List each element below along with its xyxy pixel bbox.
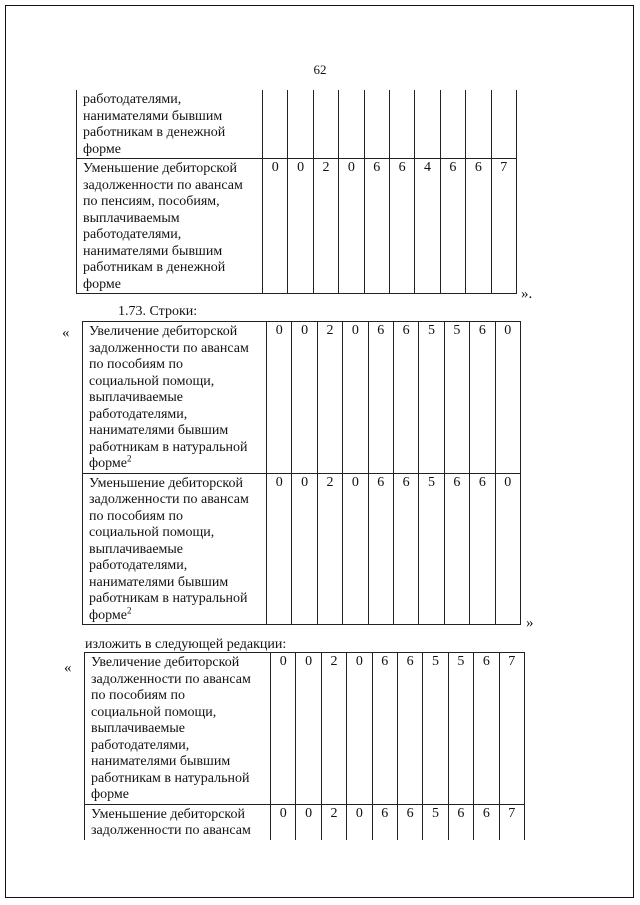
label-line: форме	[83, 276, 121, 292]
code-digit-cell: 0	[339, 159, 364, 294]
code-digit-cell: 0	[343, 322, 368, 474]
label-line: нанимателями бывшим	[83, 108, 223, 124]
label-line: Увеличение дебиторской	[91, 655, 240, 670]
code-digit-cell: 4	[415, 159, 440, 294]
label-line: по пособиям по	[89, 357, 183, 372]
label-line: выплачиваемые	[89, 390, 184, 405]
code-digit-cell: 6	[393, 322, 418, 474]
label-line: работникам в натуральной	[89, 439, 248, 455]
code-digit-cell	[263, 90, 288, 159]
label-line: задолженности по авансам	[91, 671, 251, 687]
code-digit-cell: 5	[448, 653, 473, 805]
code-digit-cell: 2	[321, 653, 346, 805]
label-line: работодателями,	[89, 558, 188, 573]
code-digit-cell: 6	[470, 473, 495, 625]
edition-text: изложить в следующей редакции:	[85, 637, 287, 652]
code-digit-cell	[440, 90, 465, 159]
label-line: работникам в натуральной	[89, 591, 248, 606]
code-digit-cell: 0	[495, 322, 520, 474]
label-line-with-footnote	[89, 604, 262, 625]
table-rows-1-73	[82, 321, 521, 625]
code-digit-cell: 0	[267, 322, 292, 474]
table-rows-1-72	[76, 90, 517, 294]
code-digit-cell: 6	[393, 473, 418, 625]
footnote-mark: 2	[126, 453, 132, 464]
row-label	[85, 653, 271, 805]
label-line: по пособиям по	[91, 688, 185, 703]
code-digit-cell: 0	[263, 159, 288, 294]
code-digit-cell: 2	[317, 473, 342, 625]
code-digit-cell	[466, 90, 491, 159]
code-digit-cell: 7	[491, 159, 516, 294]
code-digit-cell: 6	[466, 159, 491, 294]
label-line: форме	[89, 607, 127, 623]
label-line: нанимателями бывшим	[91, 754, 231, 769]
code-digit-cell: 5	[419, 473, 444, 625]
code-digit-cell: 0	[296, 804, 321, 840]
code-digit-cell: 5	[423, 804, 448, 840]
open-quote-3: «	[64, 660, 72, 676]
code-digit-cell: 2	[313, 159, 338, 294]
table-row	[77, 159, 517, 294]
code-digit-cell: 0	[347, 653, 372, 805]
close-quote-2: »	[526, 615, 534, 631]
table-row	[85, 653, 525, 805]
code-digit-cell: 2	[317, 322, 342, 474]
code-digit-cell: 6	[389, 159, 414, 294]
row-label	[85, 804, 271, 840]
label-line: Уменьшение дебиторской	[83, 161, 238, 176]
label-line: форме	[91, 787, 129, 802]
code-digit-cell: 0	[296, 653, 321, 805]
label-line: работодателями,	[89, 406, 188, 422]
code-digit-cell: 0	[288, 159, 313, 294]
code-digit-cell: 5	[419, 322, 444, 474]
label-line: работодателями,	[83, 92, 182, 107]
code-digit-cell: 0	[271, 804, 296, 840]
label-line: нанимателями бывшим	[89, 423, 229, 438]
label-line: работникам в натуральной	[91, 770, 250, 786]
code-digit-cell	[415, 90, 440, 159]
label-line: выплачиваемым	[83, 210, 180, 226]
code-digit-cell: 0	[292, 322, 317, 474]
table-new-edition	[84, 652, 525, 840]
code-digit-cell: 0	[271, 653, 296, 805]
row-label	[77, 159, 263, 294]
code-digit-cell: 0	[495, 473, 520, 625]
label-line: по пособиям по	[89, 508, 183, 524]
label-line: выплачиваемые	[89, 541, 184, 557]
footnote-mark: 2	[126, 604, 132, 615]
code-digit-cell: 6	[368, 473, 393, 625]
label-line: задолженности по авансам	[89, 340, 249, 356]
label-line: форме	[89, 456, 127, 471]
code-digit-cell: 6	[364, 159, 389, 294]
label-line: задолженности по авансам	[91, 823, 251, 838]
table-row	[83, 322, 521, 474]
code-digit-cell: 6	[444, 473, 469, 625]
label-line: Уменьшение дебиторской	[91, 806, 246, 822]
label-line: Уменьшение дебиторской	[89, 475, 244, 491]
label-line: социальной помощи,	[89, 373, 215, 389]
code-digit-cell: 0	[347, 804, 372, 840]
row-label	[83, 322, 267, 474]
open-quote-2: «	[62, 325, 70, 341]
label-line: задолженности по авансам	[83, 177, 243, 193]
code-digit-cell: 6	[397, 804, 422, 840]
code-digit-cell: 7	[499, 653, 524, 805]
label-line: работодателями,	[91, 737, 190, 753]
row-label	[77, 90, 263, 159]
code-digit-cell: 7	[499, 804, 524, 840]
code-digit-cell	[491, 90, 516, 159]
code-digit-cell: 6	[372, 653, 397, 805]
code-digit-cell	[313, 90, 338, 159]
code-digit-cell	[364, 90, 389, 159]
close-quote-1: ».	[521, 286, 533, 302]
label-line: нанимателями бывшим	[89, 574, 229, 590]
label-line: работодателями,	[83, 227, 182, 242]
label-line: социальной помощи,	[89, 525, 215, 540]
code-digit-cell: 6	[448, 804, 473, 840]
section-heading: 1.73. Строки:	[118, 304, 198, 319]
label-line: выплачиваемые	[91, 721, 186, 736]
code-digit-cell: 6	[440, 159, 465, 294]
code-digit-cell: 6	[474, 653, 499, 805]
code-digit-cell: 0	[292, 473, 317, 625]
code-digit-cell: 0	[343, 473, 368, 625]
code-digit-cell: 6	[474, 804, 499, 840]
page-number: 62	[313, 62, 327, 77]
label-line: форме	[83, 141, 121, 157]
code-digit-cell: 0	[267, 473, 292, 625]
code-digit-cell: 6	[397, 653, 422, 805]
code-digit-cell	[389, 90, 414, 159]
label-line: нанимателями бывшим	[83, 243, 223, 259]
label-line: задолженности по авансам	[89, 492, 249, 507]
code-digit-cell	[288, 90, 313, 159]
code-digit-cell: 6	[372, 804, 397, 840]
code-digit-cell	[339, 90, 364, 159]
table-row	[83, 473, 521, 625]
label-line-with-footnote	[89, 453, 262, 473]
code-digit-cell: 6	[368, 322, 393, 474]
code-digit-cell: 5	[423, 653, 448, 805]
code-digit-cell: 6	[470, 322, 495, 474]
table-row	[85, 804, 525, 840]
table-row	[77, 90, 517, 159]
code-digit-cell: 5	[444, 322, 469, 474]
label-line: по пенсиям, пособиям,	[83, 194, 220, 209]
code-digit-cell: 2	[321, 804, 346, 840]
label-line: Увеличение дебиторской	[89, 324, 238, 339]
row-label	[83, 473, 267, 625]
label-line: работникам в денежной	[83, 125, 226, 140]
label-line: работникам в денежной	[83, 260, 226, 275]
label-line: социальной помощи,	[91, 704, 217, 720]
